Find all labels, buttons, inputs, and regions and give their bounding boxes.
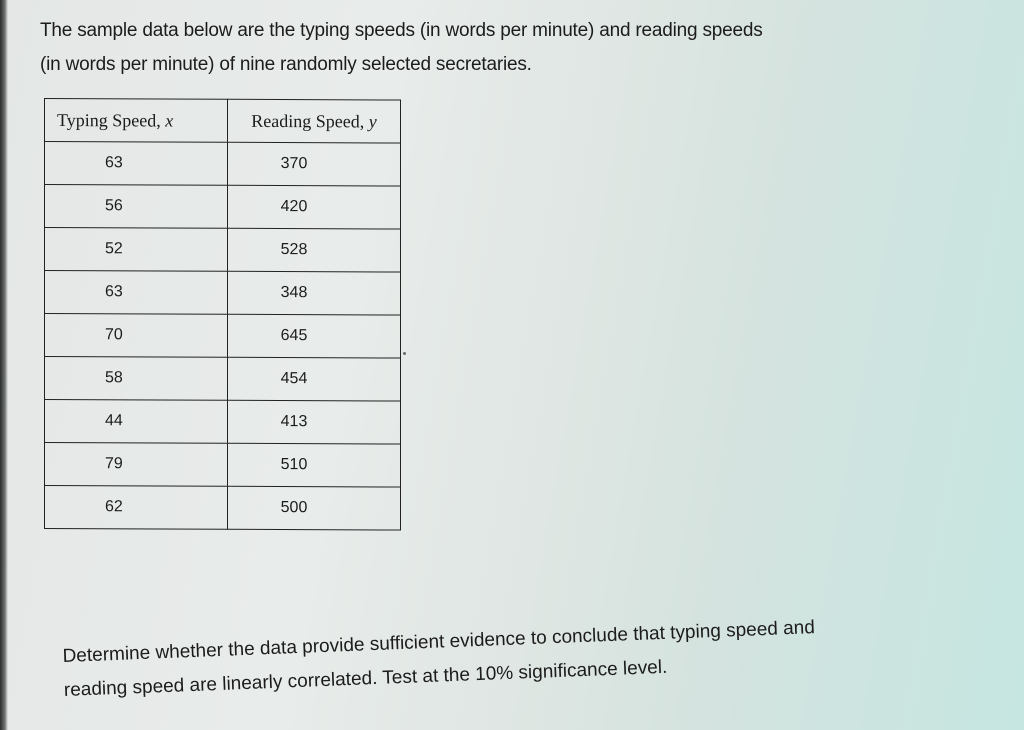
reading-speed-cell: 528 (228, 228, 401, 272)
typing-speed-cell: 79 (45, 443, 228, 487)
table-row (45, 142, 401, 187)
typing-speed-cell: 58 (45, 357, 228, 401)
header-typing-speed-label: Typing Speed, (57, 109, 166, 131)
question-text (62, 606, 944, 708)
photo-left-edge (0, 0, 8, 730)
table-row (45, 443, 401, 488)
typing-speed-cell: 52 (45, 228, 228, 272)
data-table (44, 98, 401, 531)
table-row (45, 314, 401, 359)
typing-speed-cell: 56 (45, 185, 228, 229)
table-row (45, 228, 401, 273)
header-reading-speed-label: Reading Speed, (251, 110, 369, 131)
header-y-variable: y (368, 110, 377, 131)
typing-speed-cell: 63 (45, 271, 228, 315)
reading-speed-cell: 370 (228, 142, 401, 186)
typing-speed-cell: 62 (45, 486, 228, 530)
reading-speed-cell: 420 (228, 185, 401, 229)
header-reading-speed (228, 99, 401, 143)
intro-line-1: The sample data below are the typing speeds (in words per minute) and reading speeds (40, 20, 763, 41)
typing-speed-cell: 63 (45, 142, 228, 186)
table-row (45, 271, 401, 316)
intro-text (40, 14, 900, 82)
intro-line-2: (in words per minute) of nine randomly selected secretaries. (40, 54, 532, 75)
header-typing-speed (45, 99, 228, 143)
table-row (45, 400, 401, 445)
table-row (45, 357, 401, 402)
typing-speed-cell: 70 (45, 314, 228, 358)
reading-speed-cell: 510 (228, 443, 401, 487)
table-row (45, 185, 401, 230)
reading-speed-cell: 348 (228, 271, 401, 315)
table-header-row (45, 99, 401, 144)
question-line-1: Determine whether the data provide sufficient evidence to conclude that typing speed and (62, 617, 816, 667)
table-row (45, 486, 401, 531)
reading-speed-cell: 500 (228, 486, 401, 530)
reading-speed-cell: 454 (228, 357, 401, 401)
typing-speed-cell: 44 (45, 400, 228, 444)
reading-speed-cell: 413 (228, 400, 401, 444)
stray-dot (403, 352, 406, 355)
question-line-2: reading speed are linearly correlated. Test at the 10% significance level. (63, 656, 668, 701)
header-x-variable: x (165, 110, 174, 131)
reading-speed-cell: 645 (228, 314, 401, 358)
